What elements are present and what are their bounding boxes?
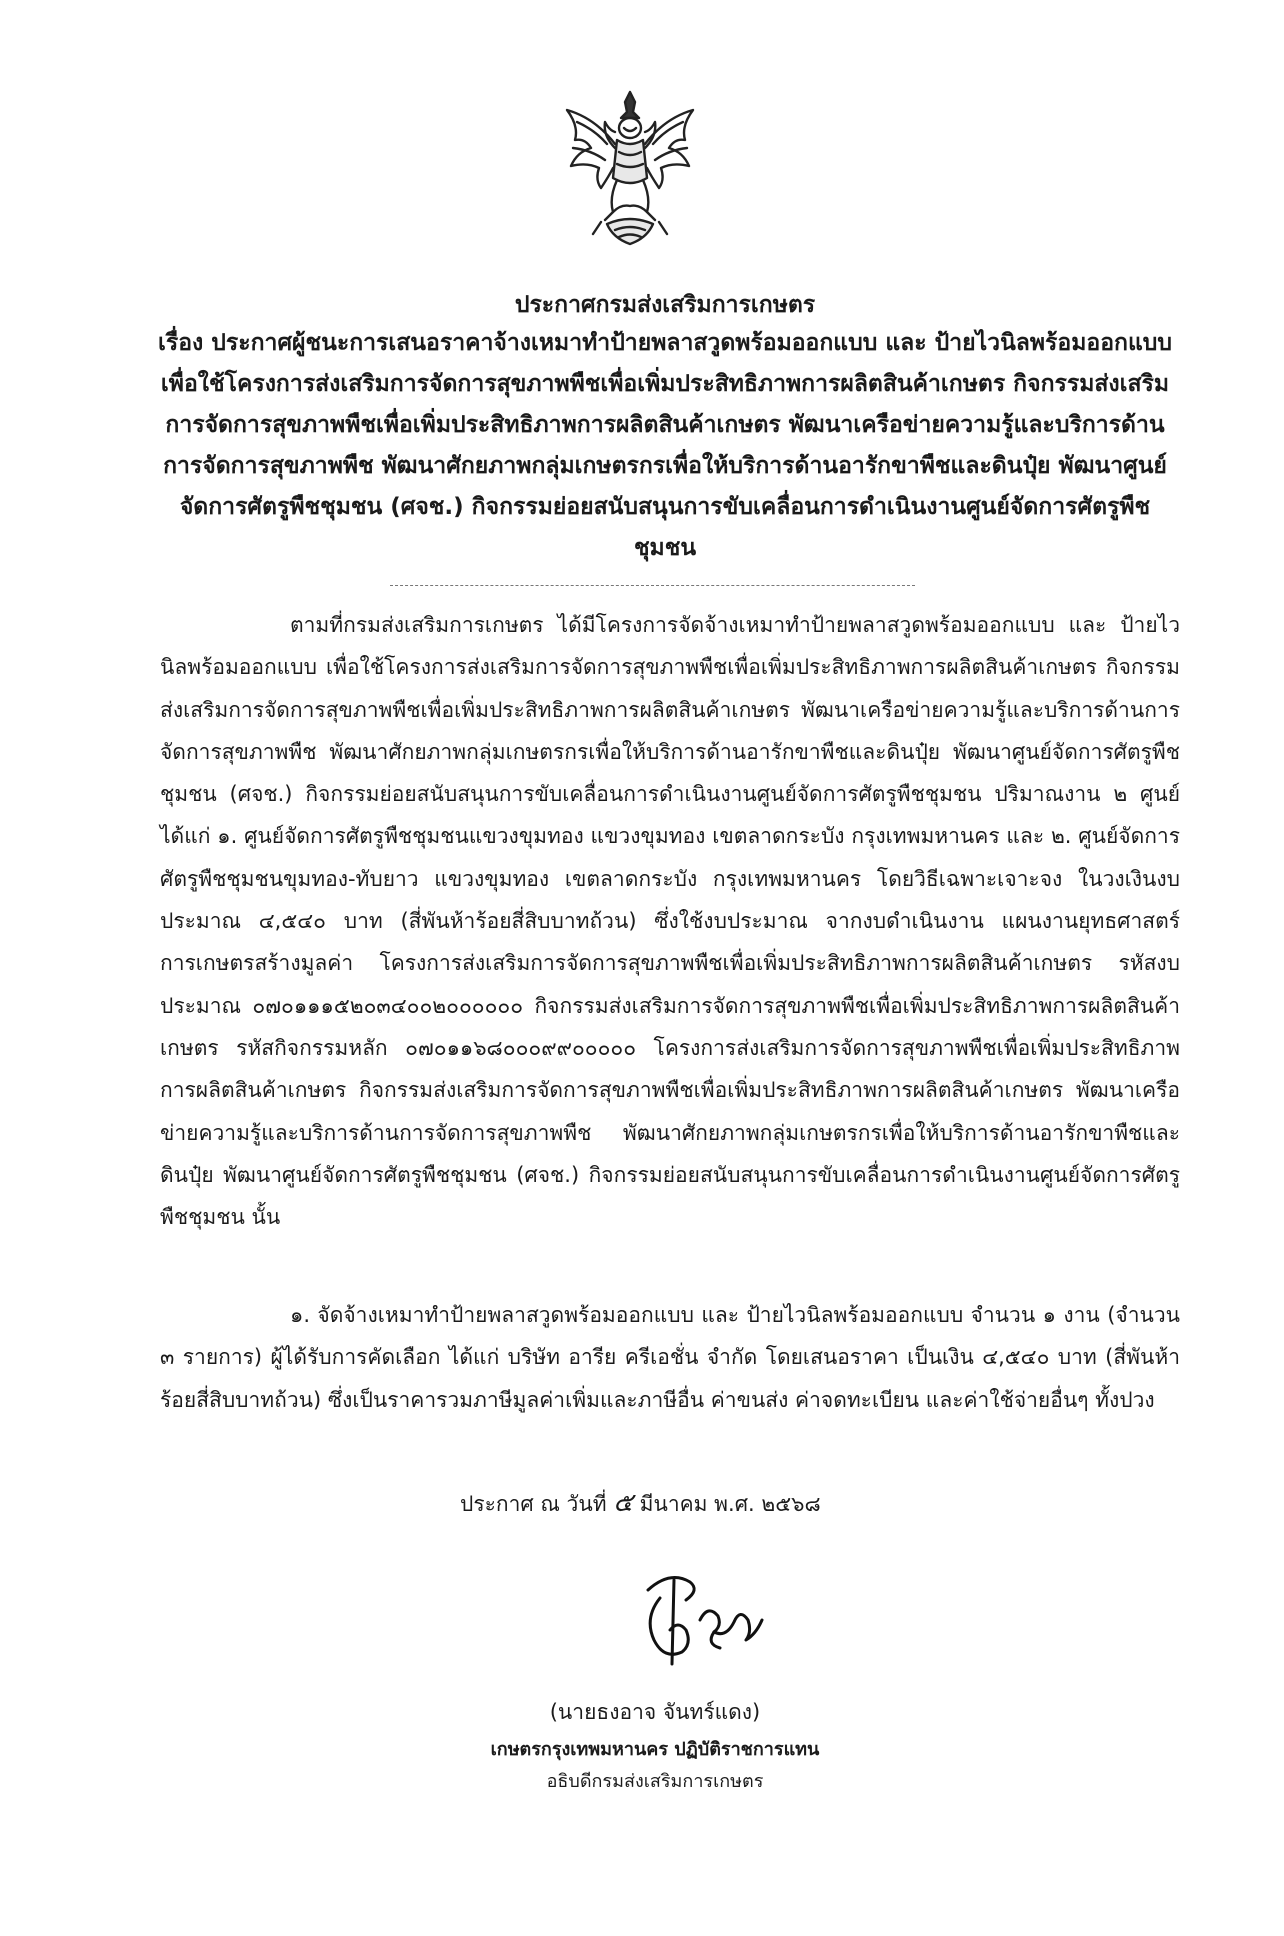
signatory-position-2: อธิบดีกรมส่งเสริมการเกษตร [546,1771,764,1792]
date-month-year: มีนาคม พ.ศ. ๒๕๖๘ [639,1492,821,1516]
date-prefix: ประกาศ ณ วันที่ [460,1492,607,1516]
body-paragraph-2: ๑. จัดจ้างเหมาทำป้ายพลาสวูดพร้อมออกแบบ และ ป้ายไวนิลพร้อมออกแบบ จำนวน ๑ งาน (จำนวน ๓ รายการ) ผู้ได้รับการคัดเลือก ได้แก่ บริษัท อารีย ครีเอชั่น จำกัด โดยเสนอราคา เป็นเงิน ๔,๕๔๐ บาท (สี่พันห้าร้อยสี่สิบบาทถ้วน) ซึ่งเป็นราคารวมภาษีมูลค่าเพิ่มและภาษีอื่น ค่าขนส่ง ค่าจดทะเบียน และค่าใช้จ่ายอื่นๆ ทั้งปวง [160,1303,1180,1412]
signatory-name: (นายธงอาจ จันทร์แดง) [549,1700,761,1724]
garuda-emblem-icon [555,88,705,258]
announcement-subject: เรื่อง ประกาศผู้ชนะการเสนอราคาจ้างเหมาทำป้ายพลาสวูดพร้อมออกแบบ และ ป้ายไวนิลพร้อมออกแบบ เพื่อใช้โครงการส่งเสริมการจัดการสุขภาพพืชเพื่อเพิ่มประสิทธิภาพการผลิตสินค้าเกษตร กิจกรรมส่งเสริมการจัดการสุขภาพพืชเพื่อเพิ่มประสิทธิภาพการผลิตสินค้าเกษตร พัฒนาเครือข่ายความรู้และบริการด้านการจัดการสุขภาพพืช พัฒนาศักยภาพกลุ่มเกษตรกรเพื่อให้บริการด้านอารักขาพืชและดินปุ๋ย พัฒนาศูนย์จัดการศัตรูพืชชุมชน (ศจช.) กิจกรรมย่อยสนับสนุนการขับเคลื่อนการดำเนินงานศูนย์จัดการศัตรูพืชชุมชน [158,330,1172,561]
date-day: ๕ [613,1488,633,1518]
handwritten-signature-icon [630,1560,780,1675]
body-paragraph-1: ตามที่กรมส่งเสริมการเกษตร ได้มีโครงการจัดจ้างเหมาทำป้ายพลาสวูดพร้อมออกแบบ และ ป้ายไวนิลพร้อมออกแบบ เพื่อใช้โครงการส่งเสริมการจัดการสุขภาพพืชเพื่อเพิ่มประสิทธิภาพการผลิตสินค้าเกษตร กิจกรรมส่งเสริมการจัดการสุขภาพพืชเพื่อเพิ่มประสิทธิภาพการผลิตสินค้าเกษตร พัฒนาเครือข่ายความรู้และบริการด้านการจัดการสุขภาพพืช พัฒนาศักยภาพกลุ่มเกษตรกรเพื่อให้บริการด้านอารักขาพืชและดินปุ๋ย พัฒนาศูนย์จัดการศัตรูพืชชุมชน (ศจช.) กิจกรรมย่อยสนับสนุนการขับเคลื่อนการดำเนินงานศูนย์จัดการศัตรูพืชชุมชน ปริมาณงาน ๒ ศูนย์ ได้แก่ ๑. ศูนย์จัดการศัตรูพืชชุมชนแขวงขุมทอง แขวงขุมทอง เขตลาดกระบัง กรุงเทพมหานคร และ ๒. ศูนย์จัดการศัตรูพืชชุมชนขุมทอง-ทับยาว แขวงขุมทอง เขตลาดกระบัง กรุงเทพมหานคร โดยวิธีเฉพาะเจาะจง ในวงเงินงบประมาณ ๔,๕๔๐ บาท (สี่พันห้าร้อยสี่สิบบาทถ้วน) ซึ่งใช้งบประมาณ จากงบดำเนินงาน แผนงานยุทธศาสตร์การเกษตรสร้างมูลค่า โครงการส่งเสริมการจัดการสุขภาพพืชเพื่อเพิ่มประสิทธิภาพการผลิตสินค้าเกษตร รหัสงบประมาณ ๐๗๐๑๑๑๕๒๐๓๔๐๐๒๐๐๐๐๐๐ กิจกรรมส่งเสริมการจัดการสุขภาพพืชเพื่อเพิ่มประสิทธิภาพการผลิตสินค้าเกษตร รหัสกิจกรรมหลัก ๐๗๐๑๑๖๘๐๐๐๙๙๐๐๐๐๐ โครงการส่งเสริมการจัดการสุขภาพพืชเพื่อเพิ่มประสิทธิภาพการผลิตสินค้าเกษตร กิจกรรมส่งเสริมการจัดการสุขภาพพืชเพื่อเพิ่มประสิทธิภาพการผลิตสินค้าเกษตร พัฒนาเครือข่ายความรู้และบริการด้านการจัดการสุขภาพพืช พัฒนาศักยภาพกลุ่มเกษตรกรเพื่อให้บริการด้านอารักขาพืชและดินปุ๋ย พัฒนาศูนย์จัดการศัตรูพืชชุมชน (ศจช.) กิจกรรมย่อยสนับสนุนการขับเคลื่อนการดำเนินงานศูนย์จัดการศัตรูพืชชุมชน นั้น [160,613,1180,1230]
announcement-title: ประกาศกรมส่งเสริมการเกษตร [514,292,816,318]
header-separator [390,585,915,586]
announcement-date [460,1483,821,1524]
signatory-position-1: เกษตรกรุงเทพมหานคร ปฏิบัติราชการแทน [490,1739,820,1760]
